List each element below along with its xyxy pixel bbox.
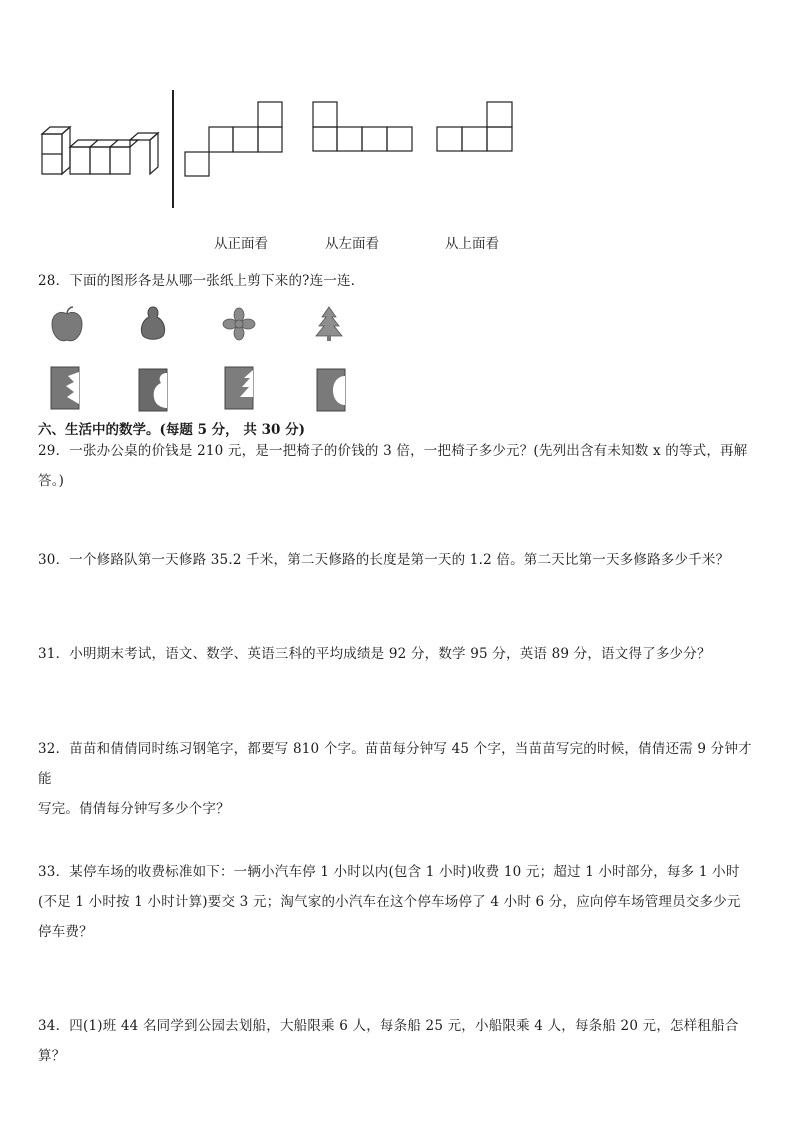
question-34: [38, 1011, 760, 1071]
front-view-label: 从正面看: [214, 236, 268, 252]
question-30-line1: 30．一个修路队第一天修路 35.2 千米，第二天修路的长度是第一天的 1.2 倍。第二天比第一天多修路多少千米？: [38, 552, 730, 568]
question-33-line3: 停车费？: [38, 924, 93, 940]
divider-line: [172, 90, 174, 208]
flower-icon[interactable]: [222, 307, 256, 341]
section-title: 六、生活中的数学。(每题 5 分， 共 30 分): [38, 422, 305, 438]
front-view-grid[interactable]: [184, 101, 284, 177]
question-31: [38, 639, 760, 669]
folded-paper-gourd-icon[interactable]: [138, 368, 168, 412]
cube-solid-figure: [40, 122, 170, 182]
left-view-grid[interactable]: [312, 101, 414, 153]
question-32-line2: 写完。倩倩每分钟写多少个字？: [38, 801, 230, 817]
question-32: [38, 734, 760, 824]
question-34-line1: 34．四(1)班 44 名同学到公园去划船，大船限乘 6 人，每条船 25 元，小船限乘 4 人，每条船 20 元，怎样租船合算？: [38, 1018, 739, 1064]
left-view-label: 从左面看: [325, 236, 379, 252]
top-view-label: 从上面看: [445, 236, 499, 252]
question-28: 28．下面的图形各是从哪一张纸上剪下来的?连一连．: [38, 273, 365, 289]
question-33: [38, 857, 760, 947]
tree-icon[interactable]: [314, 306, 344, 342]
folded-paper-apple-icon[interactable]: [316, 368, 346, 412]
question-29: [38, 436, 760, 496]
question-32-line1: 32．苗苗和倩倩同时练习钢笔字，都要写 810 个字。苗苗每分钟写 45 个字，当苗苗写完的时候，倩倩还需 9 分钟才能: [38, 741, 752, 787]
question-33-line2: (不足 1 小时按 1 小时计算)要交 3 元；淘气家的小汽车在这个停车场停了 4 小时 6 分，应向停车场管理员交多少元: [38, 894, 741, 910]
gourd-icon[interactable]: [138, 305, 168, 343]
question-29-line2: 答。): [38, 473, 65, 489]
question-33-line1: 33．某停车场的收费标准如下：一辆小汽车停 1 小时以内(包含 1 小时)收费 10 元；超过 1 小时部分，每多 1 小时: [38, 864, 740, 880]
question-31-line1: 31．小明期末考试，语文、数学、英语三科的平均成绩是 92 分，数学 95 分，英语 89 分，语文得了多少分？: [38, 646, 711, 662]
question-30: [38, 545, 760, 575]
top-view-grid[interactable]: [436, 101, 514, 153]
folded-paper-tree-icon[interactable]: [224, 366, 254, 410]
apple-icon[interactable]: [50, 306, 84, 344]
folded-paper-leaf-icon[interactable]: [50, 366, 80, 410]
question-29-line1: 29．一张办公桌的价钱是 210 元，是一把椅子的价钱的 3 倍，一把椅子多少元？(先列出含有未知数 x 的等式，再解: [38, 443, 748, 459]
